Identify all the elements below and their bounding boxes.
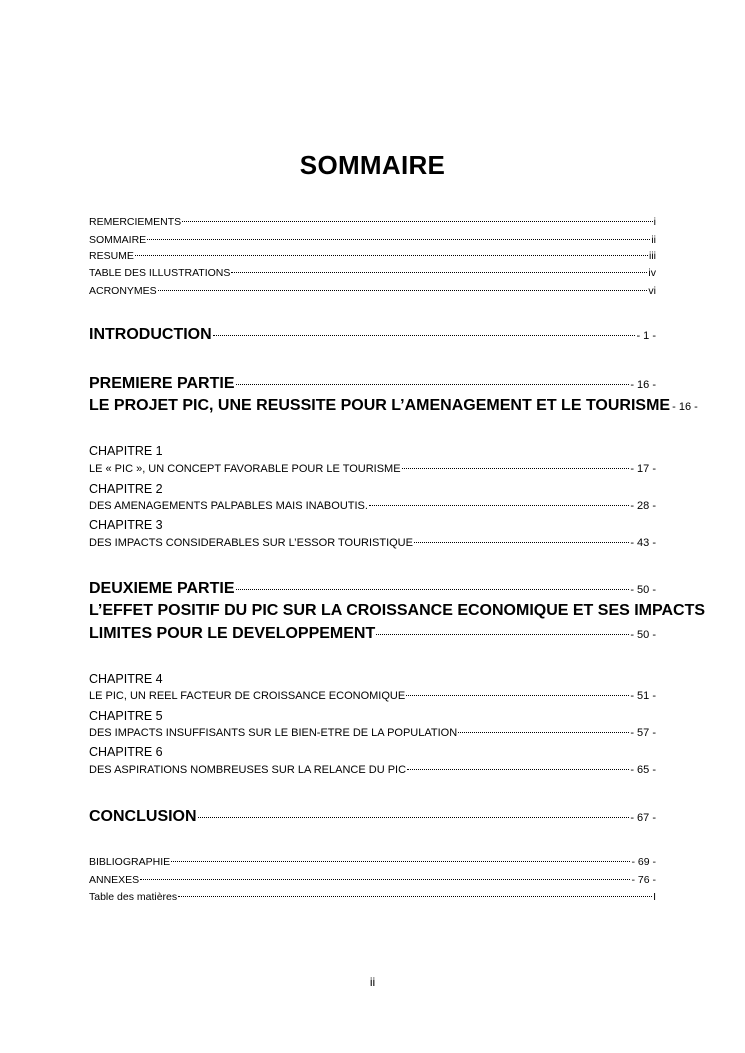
toc-entry-page: - 50 - (630, 584, 656, 596)
toc-entry-label: INTRODUCTION (89, 326, 212, 343)
toc-entry-page: - 50 - (630, 629, 656, 641)
toc-entry-chapitre-2[interactable] (89, 500, 656, 512)
toc-entry-label: LIMITES POUR LE DEVELOPPEMENT (89, 625, 376, 642)
dot-leader (182, 221, 652, 222)
dot-leader (236, 589, 630, 590)
toc-entry-label: DES IMPACTS INSUFFISANTS SUR LE BIEN-ETRE DE LA POPULATION (89, 727, 458, 739)
dot-leader (178, 896, 652, 897)
toc-entry-page: vi (648, 285, 656, 297)
toc-entry-bibliographie[interactable] (89, 856, 656, 868)
page-title: SOMMAIRE (299, 150, 446, 180)
chapter-number: CHAPITRE 3 (89, 518, 163, 532)
toc-entry-label: BIBLIOGRAPHIE (89, 856, 171, 868)
toc-entry-page: - 69 - (631, 856, 656, 868)
toc-entry-chapitre-4[interactable] (89, 690, 656, 702)
toc-entry-label: LE « PIC », UN CONCEPT FAVORABLE POUR LE TOURISME (89, 463, 401, 475)
toc-entry-part2-title[interactable] (89, 625, 656, 643)
toc-entry-resume[interactable] (89, 250, 656, 262)
toc-entry-chapitre-6[interactable] (89, 764, 656, 776)
toc-entry-page: - 65 - (630, 764, 656, 776)
toc-entry-page: iv (648, 267, 656, 279)
toc-entry-conclusion[interactable] (89, 808, 656, 826)
toc-entry-page: - 57 - (630, 727, 656, 739)
toc-entry-label: PREMIERE PARTIE (89, 375, 235, 392)
toc-entry-page: i (653, 216, 656, 228)
chapter-number: CHAPITRE 1 (89, 444, 163, 458)
toc-entry-label: CONCLUSION (89, 808, 197, 825)
toc-entry-page: - 67 - (630, 812, 656, 824)
toc-entry-introduction[interactable] (89, 326, 656, 344)
toc-entry-chapitre-1[interactable] (89, 463, 656, 475)
toc-entry-label: ACRONYMES (89, 285, 157, 297)
dot-leader (231, 272, 647, 273)
dot-leader (171, 861, 630, 862)
toc-entry-sommaire[interactable] (89, 234, 656, 246)
toc-entry-label: Table des matières (89, 891, 178, 903)
chapter-number: CHAPITRE 2 (89, 482, 163, 496)
toc-entry-page: ii (651, 234, 656, 246)
dot-leader (407, 769, 629, 770)
toc-entry-label: TABLE DES ILLUSTRATIONS (89, 267, 231, 279)
toc-entry-label: SOMMAIRE (89, 234, 147, 246)
toc-entry-table-des-illustrations[interactable] (89, 267, 656, 279)
dot-leader (402, 468, 630, 469)
dot-leader (147, 239, 650, 240)
toc-entry-label: DEUXIEME PARTIE (89, 580, 235, 597)
toc-entry-page: - 51 - (630, 690, 656, 702)
dot-leader (406, 695, 629, 696)
toc-entry-label: RESUME (89, 250, 134, 262)
dot-leader (198, 817, 630, 818)
toc-entry-remerciements[interactable] (89, 216, 656, 228)
dot-leader (213, 335, 636, 336)
toc-entry-premiere-partie[interactable] (89, 375, 656, 393)
toc-entry-label: DES ASPIRATIONS NOMBREUSES SUR LA RELANCE DU PIC (89, 764, 407, 776)
toc-entry-page: I (653, 891, 656, 903)
toc-entry-chapitre-3[interactable] (89, 537, 656, 549)
toc-entry-table-des-matieres[interactable] (89, 891, 656, 903)
toc-entry-page: - 16 - (672, 401, 698, 413)
toc-entry-page: - 76 - (631, 874, 656, 886)
dot-leader (458, 732, 629, 733)
dot-leader (135, 255, 648, 256)
chapter-number: CHAPITRE 4 (89, 672, 163, 686)
toc-entry-page: - 43 - (630, 537, 656, 549)
toc-entry-label: ANNEXES (89, 874, 140, 886)
toc-entry-annexes[interactable] (89, 874, 656, 886)
toc-entry-label: DES AMENAGEMENTS PALPABLES MAIS INABOUTIS. (89, 500, 368, 512)
chapter-number: CHAPITRE 6 (89, 745, 163, 759)
page-number: ii (369, 975, 376, 989)
toc-entry-chapitre-5[interactable] (89, 727, 656, 739)
dot-leader (140, 879, 630, 880)
dot-leader (369, 505, 629, 506)
toc-entry-page: iii (649, 250, 656, 262)
dot-leader (236, 384, 630, 385)
toc-entry-page: - 1 - (636, 330, 656, 342)
toc-entry-page: - 17 - (630, 463, 656, 475)
chapter-number: CHAPITRE 5 (89, 709, 163, 723)
toc-entry-page: - 16 - (630, 379, 656, 391)
toc-entry-part1-title[interactable] (89, 397, 698, 415)
toc-entry-label: LE PROJET PIC, UNE REUSSITE POUR L’AMENAGEMENT ET LE TOURISME (89, 397, 671, 414)
dot-leader (158, 290, 648, 291)
part2-title-line1: L’EFFET POSITIF DU PIC SUR LA CROISSANCE ECONOMIQUE ET SES IMPACTS (89, 602, 706, 619)
toc-entry-page: - 28 - (630, 500, 656, 512)
toc-entry-deuxieme-partie[interactable] (89, 580, 656, 598)
toc-entry-label: LE PIC, UN REEL FACTEUR DE CROISSANCE ECONOMIQUE (89, 690, 406, 702)
toc-entry-acronymes[interactable] (89, 285, 656, 297)
toc-entry-label: REMERCIEMENTS (89, 216, 182, 228)
toc-entry-label: DES IMPACTS CONSIDERABLES SUR L’ESSOR TOURISTIQUE (89, 537, 413, 549)
dot-leader (414, 542, 629, 543)
dot-leader (376, 634, 629, 635)
